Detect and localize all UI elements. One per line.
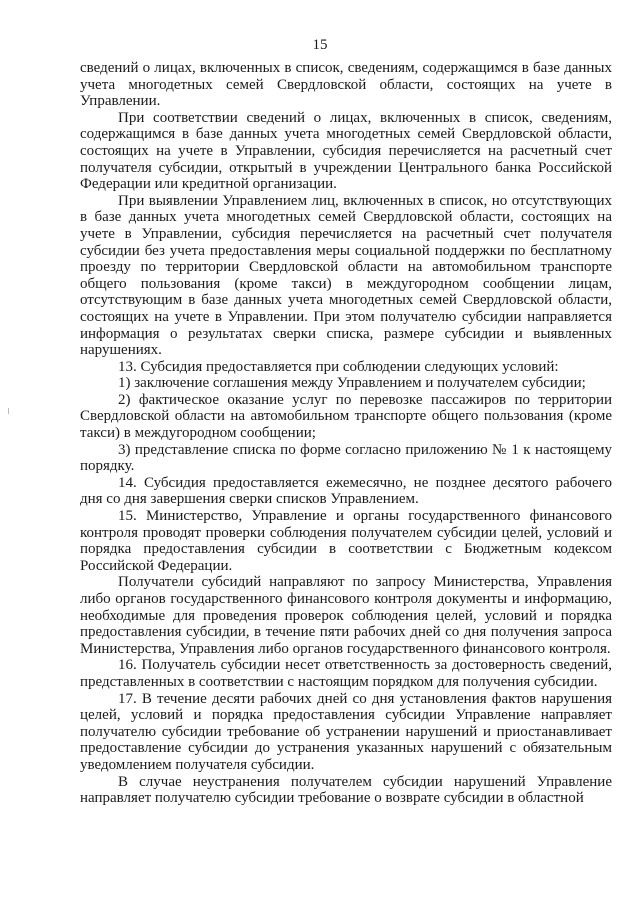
paragraph-documents-request: Получатели субсидий направляют по запросу Министерства, Управления либо органов государственного финансового контроля документы и информацию, необходимые для проведения проверок соблюдения целей, условий и порядка предоставления субсидии, в течение пяти рабочих дней со дня получения запроса Министерства, Управления либо органов государственного финансового контроля. (80, 574, 612, 657)
paragraph-refund-demand: В случае неустранения получателем субсидии нарушений Управление направляет получателю субсидии требование о возврате субсидии в областной (80, 773, 612, 807)
clause-17: 17. В течение десяти рабочих дней со дня установления фактов нарушения целей, условий и порядка предоставления субсидии Управление направляет получателю субсидии требование об устранении нарушений и приостанавливает предоставление субсидии до устранения указанных нарушений с обязательным уведомлением получателя субсидии. (80, 690, 612, 773)
page-number: 15 (312, 37, 328, 53)
condition-2: 2) фактическое оказание услуг по перевозке пассажиров по территории Свердловской области на автомобильном транспорте общего пользования (кроме такси) в междугородном сообщении; (80, 391, 612, 442)
clause-16: 16. Получатель субсидии несет ответственность за достоверность сведений, представленных в соответствии с настоящим порядком для получения субсидии. (80, 657, 612, 690)
clause-13: 13. Субсидия предоставляется при соблюдении следующих условий: (118, 358, 559, 375)
paragraph-transfer-on-mismatch: При выявлении Управлением лиц, включенных в список, но отсутствующих в базе данных учета многодетных семей Свердловской области, состоящих на учете в Управлении, субсидия перечисляется на расчетный счет получателя субсидии без учета предоставления меры социальной поддержки по бесплатному проезду по территории Свердловской области на автомобильном транспорте общего пользования (кроме такси) в междугородном сообщении лицам, отсутствующим в базе данных учета многодетных семей Свердловской области, состоящих на учете в Управлении. При этом получателю субсидии направляется информация о результатах сверки списка, размере субсидии и выявленных нарушениях. (80, 192, 612, 359)
paragraph-transfer-on-match: При соответствии сведений о лицах, включенных в список, сведениям, содержащимся в базе данных учета многодетных семей Свердловской области, состоящих на учете в Управлении, субсидия перечисляется на расчетный счет получателя субсидии, открытый в учреждении Центрального банка Российской Федерации или кредитной организации. (80, 109, 612, 193)
condition-1: 1) заключение соглашения между Управлением и получателем субсидии; (118, 375, 586, 392)
condition-3: 3) представление списка по форме согласно приложению № 1 к настоящему порядку. (80, 441, 612, 475)
clause-14: 14. Субсидия предоставляется ежемесячно, не позднее десятого рабочего дня со дня завершения сверки списков Управлением. (80, 474, 612, 508)
margin-mark (8, 408, 9, 414)
clause-15: 15. Министерство, Управление и органы государственного финансового контроля проводят проверки соблюдения получателем субсидии целей, условий и порядка предоставления субсидии в соответствии с Бюджетным кодексом Российской Федерации. (80, 508, 612, 574)
document-body (80, 60, 612, 807)
paragraph-continuation: сведений о лицах, включенных в список, сведениям, содержащимся в базе данных учета многодетных семей Свердловской области, состоящих на учете в Управлении. (80, 60, 612, 110)
